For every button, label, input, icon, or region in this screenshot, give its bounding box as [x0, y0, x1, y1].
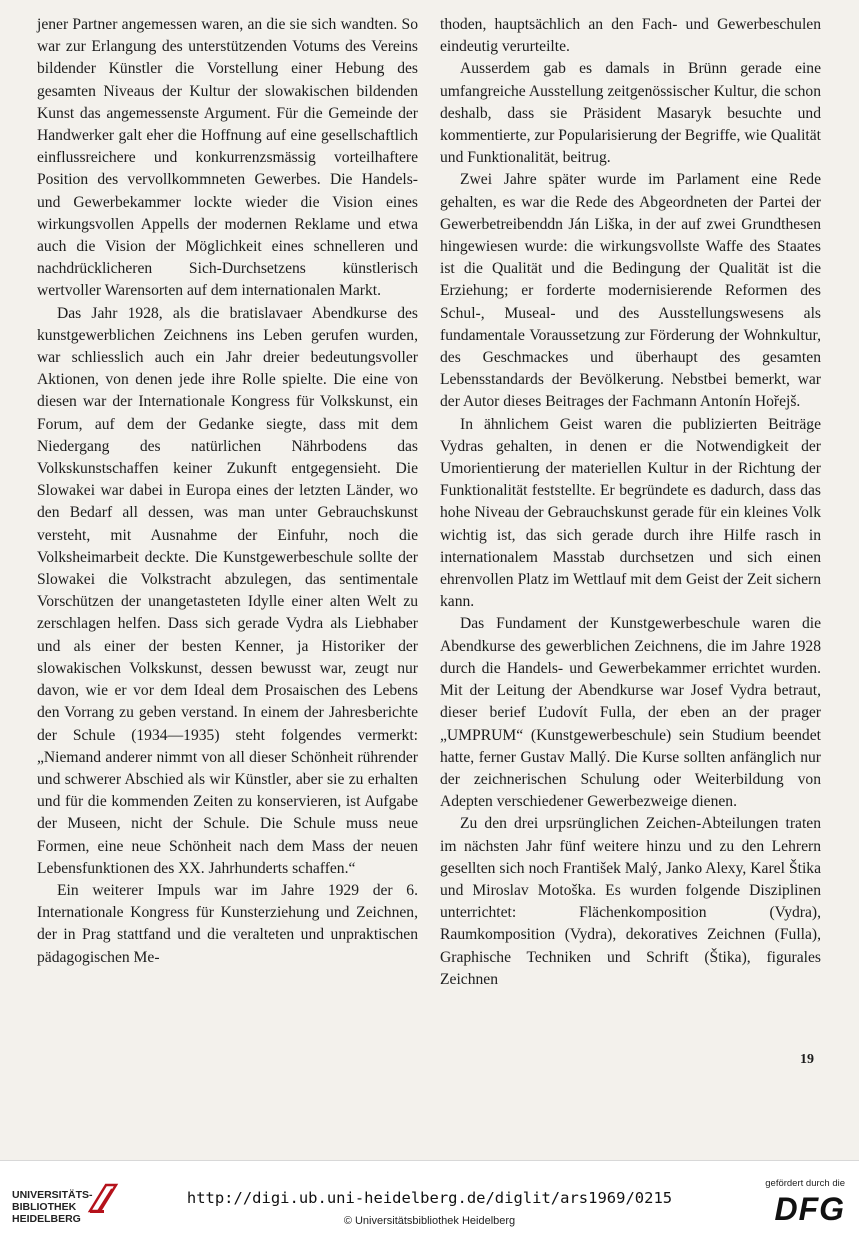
- paragraph: Ein weiterer Impuls war im Jahre 1929 der 6. Internationale Kongress für Kunsterziehung und Zeichnen, der in Prag stattfand und die veralteten und unpraktischen pädagogischen Me-: [37, 881, 418, 966]
- library-name-line: HEIDELBERG: [12, 1213, 81, 1225]
- library-footer: [0, 1160, 859, 1236]
- paragraph: Ausserdem gab es damals in Brünn gerade eine umfangreiche Ausstellung zeitgenössischer Kultur, die schon deshalb, dass sie Präsident Masaryk besuchte und kommentierte, zur Popularisierung der Begriffe, wie Qualität und Funktionalität, beitrug.: [440, 60, 821, 167]
- permalink-url[interactable]: http://digi.ub.uni-heidelberg.de/diglit/ars1969/0215: [186, 1189, 673, 1207]
- paragraph: jener Partner angemessen waren, an die sie sich wandten. So war zur Erlangung des unterstützenden Votums des Vereins bildender Künstler die Vorstellung einer Hebung des gesamten Niveaus der Kultur der slowakischen bildenden Kunst das angemessenste Argument. Für die Gemeinde der Handwerker galt eher die Hoffnung auf eine gesellschaftlich einflussreichere und konkurrenzsmässig vorteilhaftere Position des vervollkommneten Gewerbes. Die Handels- und Gewerbekammer lockte wieder die Vision eines wirkungsvollen Appells der modernen Reklame und etwa auch die Vision der Möglichkeit eines schnelleren und nachdrücklicheren Sich-Durchsetzens künstlerisch wertvoller Warensorten auf dem internationalen Markt.: [37, 16, 418, 300]
- copyright-notice: © Universitätsbibliothek Heidelberg: [343, 1215, 516, 1227]
- left-text-column: [37, 14, 418, 969]
- paragraph: Zu den drei urpsrünglichen Zeichen-Abteilungen traten im nächsten Jahr fünf weitere hinzu und zu den Lehrern gesellten sich noch František Malý, Janko Alexy, Karel Štika und Miroslav Motoška. Es wurden folgende Disziplinen unterrichtet: Flächenkomposition (Vydra), Raumkomposition (Vydra), dekoratives Zeichnen (Fulla), Graphische Techniken und Schrift (Štika), figurales Zeichnen: [440, 815, 821, 988]
- paragraph: In ähnlichem Geist waren die publizierten Beiträge Vydras gehalten, in denen er die Notwendigkeit der Umorientierung der materiellen Kultur in der Richtung der Funktionalität feststellte. Er begründete es dadurch, dass das hohe Niveau der Gebrauchskunst gerade für ein kleines Volk wichtig ist, das sich gerade durch ihre Hilfe rasch in internationalem Masstab durchsetzen und sich einen ehrenvollen Platz im Wettlauf mit dem Geist der Zeit sichern kann.: [440, 415, 821, 611]
- library-name-line: BIBLIOTHEK: [12, 1201, 77, 1213]
- page-number: 19: [800, 1052, 814, 1067]
- right-text-column: [440, 14, 821, 991]
- funder-caption: gefördert durch die: [765, 1178, 845, 1189]
- paragraph: Das Jahr 1928, als die bratislavaer Abendkurse des kunstgewerblichen Zeichnens ins Leben gerufen wurden, war schliesslich auch ein Jahr dreier bedeutungsvoller Aktionen, von denen jede ihre Rolle spielte. Die eine von diesen war der Internationale Kongress für Volkskunst, ein Forum, auf dem der Gedanke siegte, dass mit dem Niedergang des natürlichen Nährbodens das Volkskunstschaffen keiner Zukunft entgegensieht. Die Slowakei war dabei in Europa eines der letzten Länder, wo den Bedarf all dessen, was man unter Gebrauchskunst versteht, mit Ausnahme der Einfuhr, noch die Volksheimarbeit deckte. Die Kunstgewerbeschule sollte der Slowakei die Volkstracht abzulegen, das sentimentale Vorschützen der unangetasteten Idylle einer alten Welt zu zerschlagen helfen. Dass sich gerade Vydra als Liebhaber und als einer der besten Kenner, ja Historiker der slowakischen Volkskunst, dessen bewusst war, zeugt nur davon, wie er vor dem Ideal dem Prosaischen des Lebens den Vorrang zu geben verstand. In einem der Jahresberichte der Schule (1934—1935) steht folgendes vermerkt: „Niemand anderer nimmt von all dieser Schönheit rührender und schwerer Abschied als wir Künstler, aber sie zu erhalten und für die kommenden Zeiten zu konservieren, ist Aufgabe der Museen, nicht der Schule. Die Schule muss neue Formen, eine neue Schönheit nach dem Mass der neuen Lebensfunktionen des XX. Jahrhunderts schaffen.“: [37, 304, 418, 877]
- paragraph: thoden, hauptsächlich an den Fach- und Gewerbeschulen eindeutig verurteilte.: [440, 16, 821, 56]
- library-name-line: UNIVERSITÄTS-: [12, 1189, 93, 1201]
- paragraph: Zwei Jahre später wurde im Parlament eine Rede gehalten, es war die Rede des Abgeordneten der Partei der Gewerbetreibenddn Ján Liška, in der auf zwei Grundthesen hingewiesen wurde: die wirkungsvollste Waffe des Staates ist die Qualität und die Bedingung der Qualität ist die Erziehung; er forderte modernisierende Reformen des Schul-, Museal- und des Ausstellungswesens als fundamentale Voraussetzung zur Förderung der Wohnkultur, des Geschmackes und überhaupt des gesamten Lebensstandards der Bevölkerung. Nebstbei bemerkt, war der Autor dieses Beitrages der Fachmann Antonín Hořejš.: [440, 171, 821, 411]
- dfg-logo: DFG: [774, 1191, 845, 1227]
- paragraph: Das Fundament der Kunstgewerbeschule waren die Abendkurse des gewerblichen Zeichnens, die im Jahre 1928 durch die Handels- und Gewerbekammer errichtet wurden. Mit der Leitung der Abendkurse war Josef Vydra betraut, dieser berief Ľudovít Fulla, der eben an der prager „UMPRUM“ (Kunstgewerbeschule) sein Studium beendet hatte, ferner Gustav Mallý. Die Kurse sollten anfänglich nur der zeichnerischen Schulung oder Weiterbildung von Adepten verschiedener Gewerbezweige dienen.: [440, 615, 821, 811]
